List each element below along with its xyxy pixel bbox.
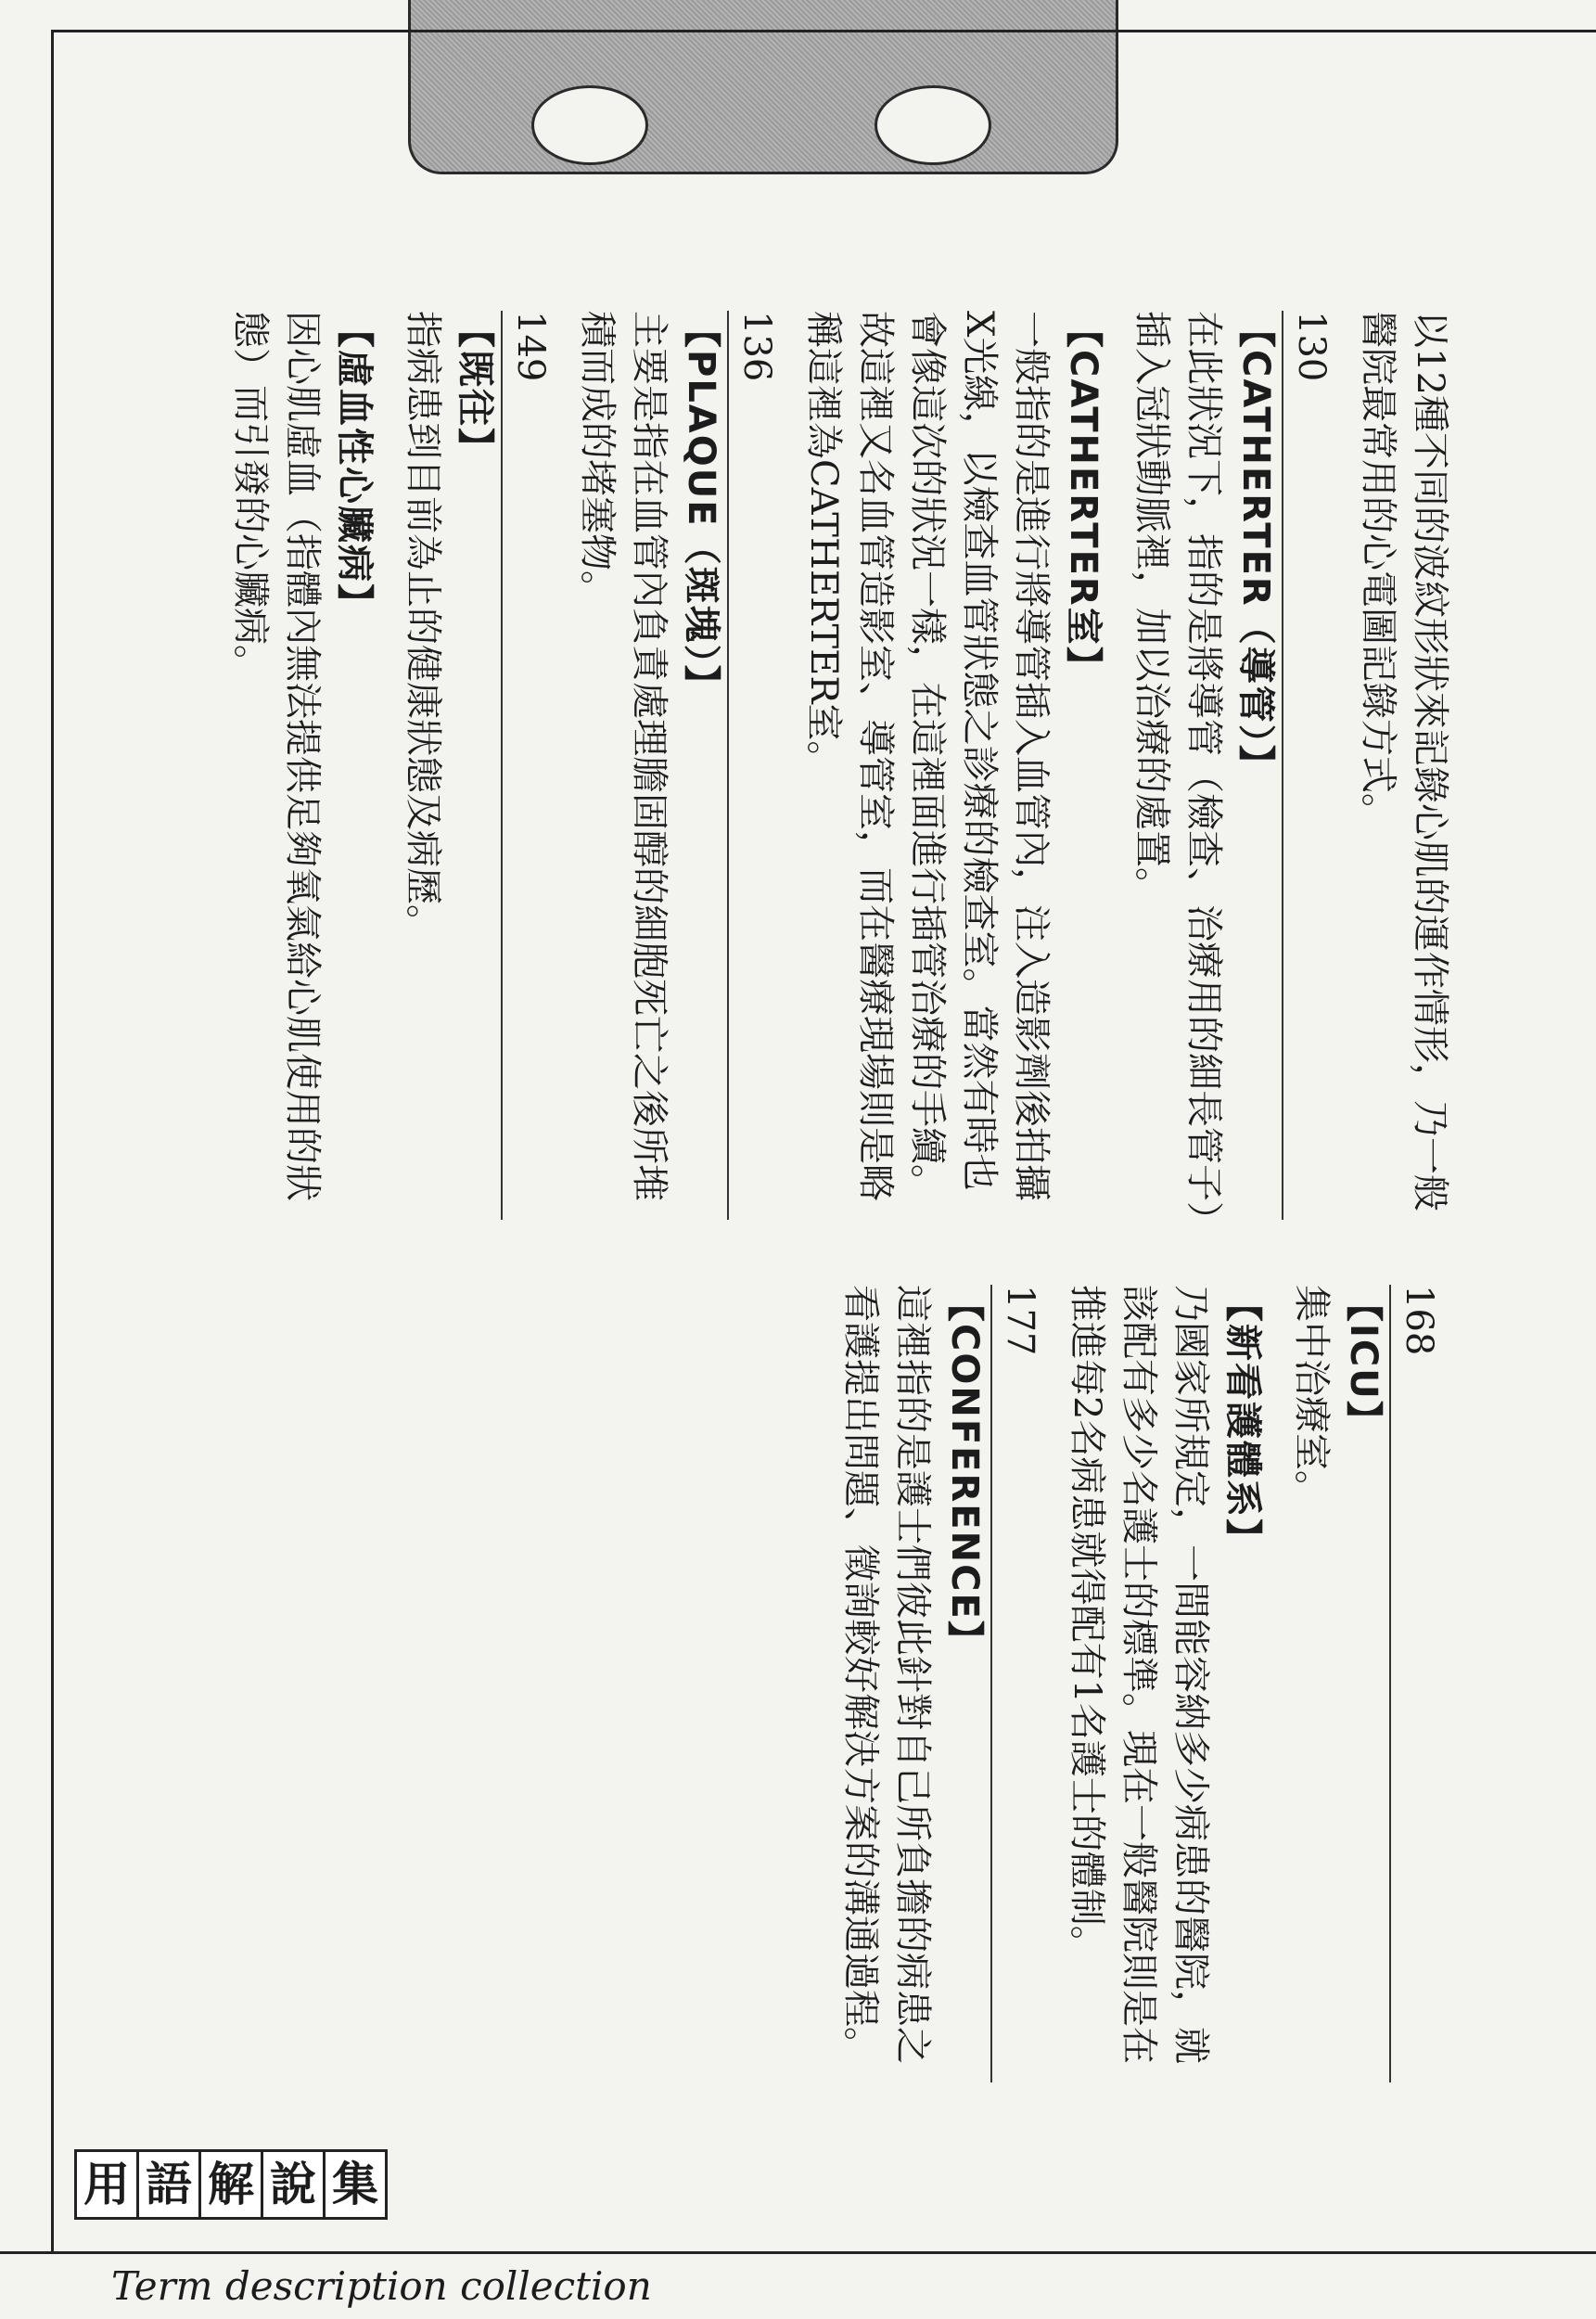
page-number: 130 (1282, 311, 1335, 1220)
entry-term: 【CONFERENCE】 (943, 1285, 986, 1659)
glossary-entry (571, 311, 781, 1220)
entry-term: 【CATHERTER（導管）】 (1234, 311, 1277, 784)
entry-desc: 乃國家所規定，一間能容納多少病患的醫院，就該配有多少名護士的標準。現在一般醫院則是在推進每2名病患就得配有1名護士的體制。 (1066, 1285, 1212, 2064)
entry-term: 【既往】 (453, 311, 496, 467)
entry-desc: 因心肌虛血（指體內無法提供足夠氧氣給心肌使用的狀態）而引發的心臟病。 (229, 311, 324, 1201)
glossary-entry (224, 311, 380, 1220)
entry-desc: 這裡指的是護士們彼此針對自己所負擔的病患之看護提出問題、徵詢較好解決方案的溝通過程。 (839, 1285, 934, 2064)
entry-term: 【新看護體系】 (1221, 1285, 1264, 1557)
glossary-entry (835, 1285, 1044, 2082)
glossary-entry (1352, 311, 1456, 1220)
clip-hole-left (531, 85, 648, 165)
frame-left-line (51, 30, 54, 2251)
frame-bottom-line (0, 2251, 1596, 2254)
entry-desc: 主要是指在血管內負責處理膽固醇的細胞死亡之後所堆積而成的堵塞物。 (576, 311, 670, 1201)
glossary-column-left (102, 311, 1456, 1220)
section-title-boxes (74, 2149, 385, 2220)
title-char: 集 (323, 2149, 388, 2220)
glossary-column-right (102, 1285, 1456, 2082)
title-char: 語 (136, 2149, 201, 2220)
entry-desc: 在此狀況下，指的是將導管（檢查、治療用的細長管子）插入冠狀動脈裡，加以治療的處置。 (1130, 311, 1225, 1220)
section-subtitle: Term description collection (111, 2263, 652, 2309)
page-number: 177 (990, 1285, 1044, 2082)
title-char: 用 (74, 2149, 139, 2220)
glossary-entry (1285, 1285, 1443, 2082)
glossary-entry (1126, 311, 1335, 1220)
entry-term: 【CATHERTER室】 (1062, 311, 1104, 685)
glossary-entry (798, 311, 1109, 1220)
title-char: 解 (198, 2149, 263, 2220)
frame-top-line (51, 30, 1596, 32)
entry-desc: 集中治療室。 (1290, 1285, 1333, 1507)
clip-hole-right (875, 85, 991, 165)
page-number: 149 (501, 311, 555, 1220)
entry-term: 【虛血性心臟病】 (333, 311, 376, 622)
entry-term: 【ICU】 (1342, 1285, 1385, 1440)
title-char: 說 (261, 2149, 326, 2220)
glossary-body (102, 311, 1456, 2166)
glossary-entry (397, 311, 555, 1220)
entry-desc: 一般指的是進行將導管插入血管內，注入造影劑後拍攝X光線，以檢查血管狀態之診療的檢查室。當然有時也會像這次的狀況一樣，在這裡面進行插管治療的手續。故這裡又名血管造影室、導管室，而在醫療現場則是略稱這裡為CATHERTER室。 (802, 311, 1053, 1201)
glossary-entry (1061, 1285, 1269, 2082)
entry-desc: 指病患到目前為止的健康狀態及病歷。 (402, 311, 444, 942)
page-number: 136 (727, 311, 781, 1220)
entry-desc: 以12種不同的波紋形狀來記錄心肌的運作情形，乃一般醫院最常用的心電圖記錄方式。 (1357, 311, 1451, 1211)
entry-term: 【PLAQUE（斑塊）】 (680, 311, 722, 704)
page-number: 168 (1389, 1285, 1443, 2082)
clipboard-tab (408, 0, 1118, 174)
